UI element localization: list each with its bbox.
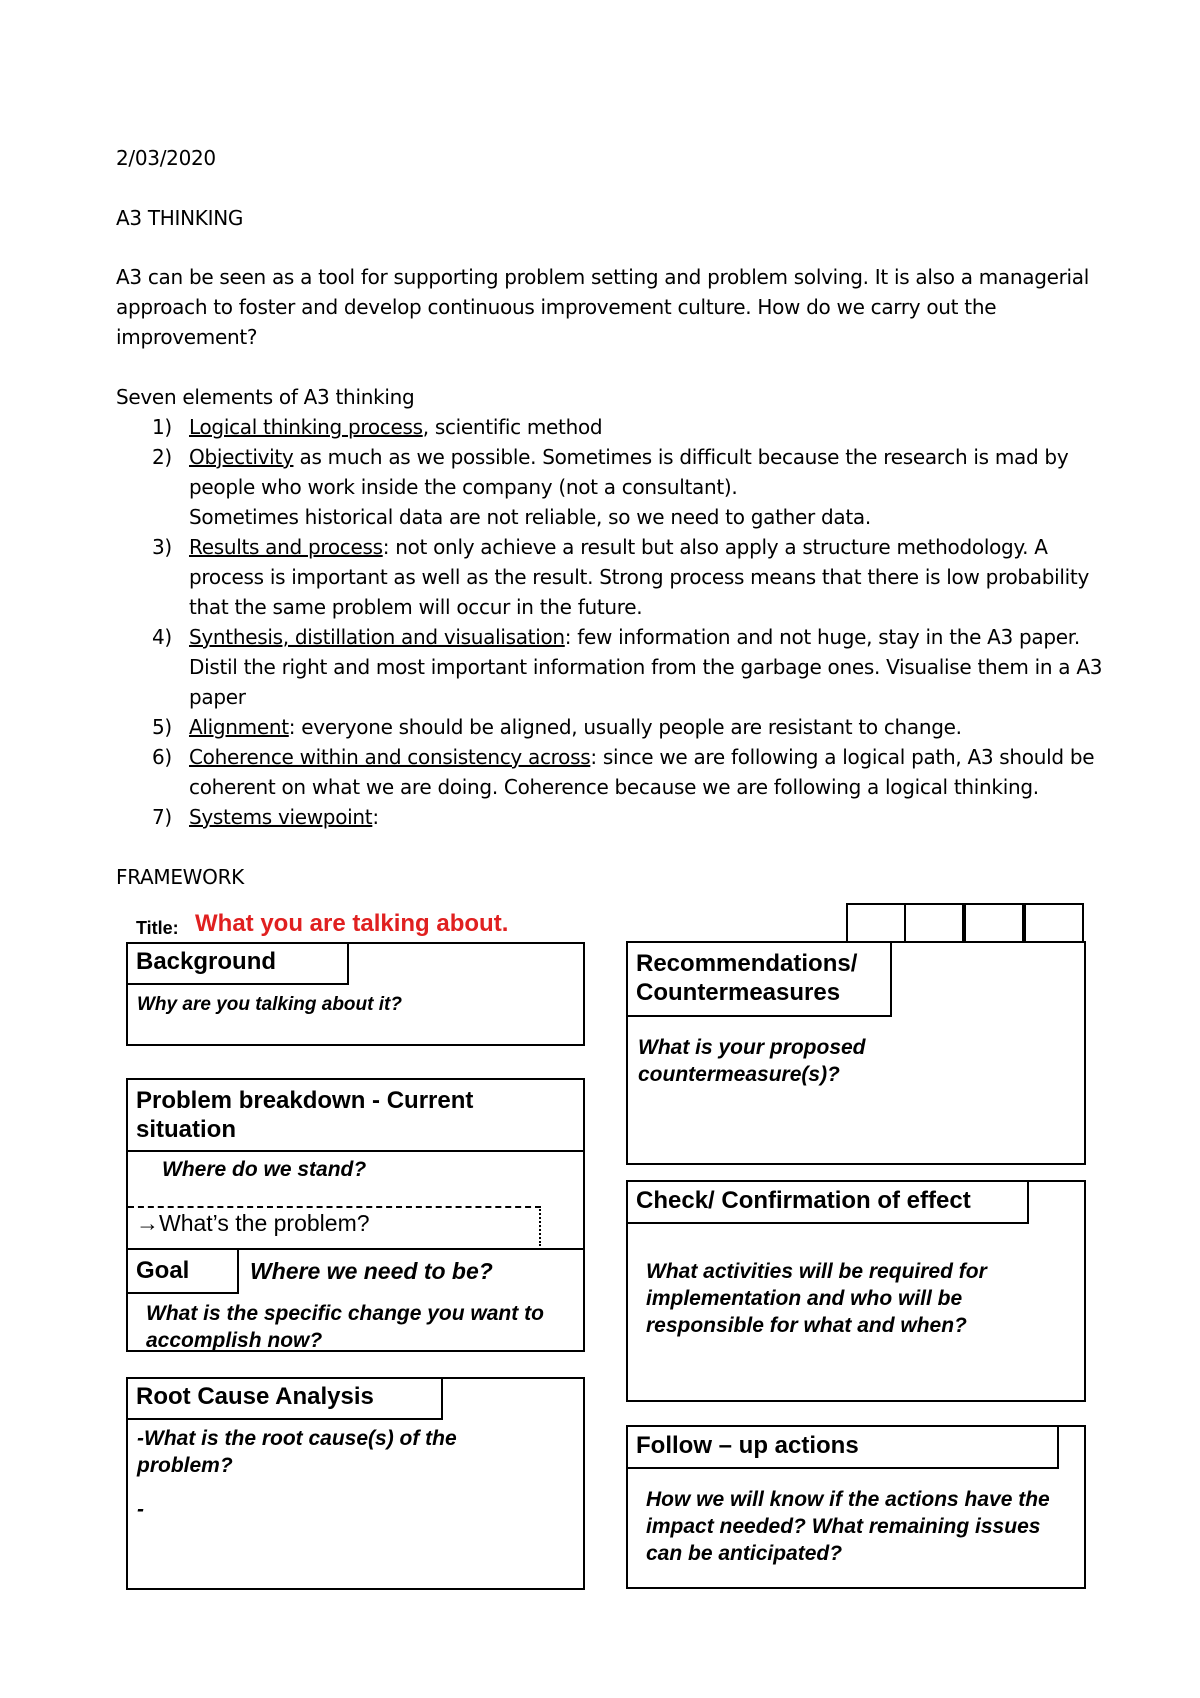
item-text: : few information and not huge, stay in the A3 paper. Distil the right and most important information from the garbage ones. Visualise them in a A3 paper bbox=[189, 625, 1103, 709]
title-value: What you are talking about. bbox=[195, 910, 509, 937]
item-extra: Sometimes historical data are not reliable, so we need to gather data. bbox=[189, 505, 871, 529]
problem-line-text: What’s the problem? bbox=[159, 1210, 370, 1236]
problem-header: Problem breakdown - Current situation bbox=[128, 1080, 583, 1152]
background-question: Why are you talking about it? bbox=[137, 994, 402, 1015]
list-item bbox=[116, 742, 1106, 802]
root-cause-box bbox=[126, 1377, 585, 1590]
problem-line bbox=[136, 1210, 370, 1237]
goal-question: Where we need to be? bbox=[250, 1258, 493, 1284]
item-text: : not only achieve a result but also apply a structure methodology. A process is important as well as the result. Strong process means that there is low probability that the same problem will occur in the future. bbox=[189, 535, 1089, 619]
background-header: Background bbox=[128, 944, 349, 985]
item-term: Logical thinking process bbox=[189, 415, 423, 439]
root-cause-bullet: - bbox=[137, 1498, 144, 1521]
header-cell bbox=[904, 903, 964, 943]
item-term: Systems viewpoint bbox=[189, 805, 373, 829]
framework-label: FRAMEWORK bbox=[116, 865, 244, 889]
item-number: 7) bbox=[152, 805, 172, 829]
follow-up-header: Follow – up actions bbox=[628, 1427, 1059, 1469]
list-item bbox=[116, 412, 1106, 442]
problem-question: Where do we stand? bbox=[162, 1158, 367, 1181]
list-item bbox=[116, 532, 1106, 622]
page-heading: A3 THINKING bbox=[116, 206, 244, 230]
list-item bbox=[116, 622, 1106, 712]
recommendations-header: Recommendations/ Countermeasures bbox=[628, 943, 892, 1017]
list-item bbox=[116, 802, 1106, 832]
background-box bbox=[126, 942, 585, 1046]
arrow-right-icon: → bbox=[136, 1210, 159, 1236]
list-item bbox=[116, 712, 1106, 742]
item-term: Coherence within and consistency across bbox=[189, 745, 591, 769]
item-number: 6) bbox=[152, 745, 172, 769]
root-cause-question: -What is the root cause(s) of the problem? bbox=[137, 1427, 457, 1477]
check-question: What activities will be required for implementation and who will be responsible for what and when? bbox=[646, 1260, 987, 1337]
item-term: Alignment bbox=[189, 715, 289, 739]
item-text: : bbox=[372, 805, 379, 829]
elements-list bbox=[116, 412, 1106, 832]
date: 2/03/2020 bbox=[116, 146, 216, 170]
item-text: , scientific method bbox=[422, 415, 603, 439]
header-cell bbox=[1024, 903, 1084, 943]
item-term: Results and process bbox=[189, 535, 383, 559]
item-number: 5) bbox=[152, 715, 172, 739]
elements-title: Seven elements of A3 thinking bbox=[116, 385, 415, 409]
item-number: 2) bbox=[152, 445, 172, 469]
recommendations-question: What is your proposed countermeasure(s)? bbox=[638, 1036, 866, 1086]
item-number: 3) bbox=[152, 535, 172, 559]
intro-paragraph: A3 can be seen as a tool for supporting problem setting and problem solving. It is also a managerial approach to foster and develop continuous improvement culture. How do we carry out the improvement? bbox=[116, 265, 1089, 349]
recommendations-box bbox=[626, 941, 1086, 1165]
header-cell bbox=[964, 903, 1024, 943]
item-term: Objectivity bbox=[189, 445, 294, 469]
item-number: 4) bbox=[152, 625, 172, 649]
root-cause-header: Root Cause Analysis bbox=[128, 1379, 443, 1420]
item-number: 1) bbox=[152, 415, 172, 439]
header-cell bbox=[846, 903, 906, 943]
item-term: Synthesis, distillation and visualisation bbox=[189, 625, 565, 649]
goal-subquestion: What is the specific change you want to accomplish now? bbox=[146, 1302, 544, 1352]
item-text: as much as we possible. Sometimes is difficult because the research is mad by people who work inside the company (not a consultant). bbox=[189, 445, 1069, 499]
list-item bbox=[116, 442, 1106, 532]
check-header: Check/ Confirmation of effect bbox=[628, 1182, 1029, 1224]
goal-header: Goal bbox=[128, 1250, 239, 1294]
dashed-divider bbox=[128, 1206, 541, 1208]
follow-up-box bbox=[626, 1425, 1086, 1589]
check-box bbox=[626, 1180, 1086, 1402]
item-text: : since we are following a logical path, A3 should be coherent on what we are doing. Coherence because we are following a logical thinking. bbox=[189, 745, 1095, 799]
goal-box bbox=[126, 1248, 585, 1352]
dashed-divider bbox=[539, 1206, 541, 1246]
title-label: Title: bbox=[136, 918, 179, 938]
item-text: : everyone should be aligned, usually people are resistant to change. bbox=[288, 715, 962, 739]
follow-up-question: How we will know if the actions have the impact needed? What remaining issues can be anticipated? bbox=[646, 1488, 1050, 1565]
